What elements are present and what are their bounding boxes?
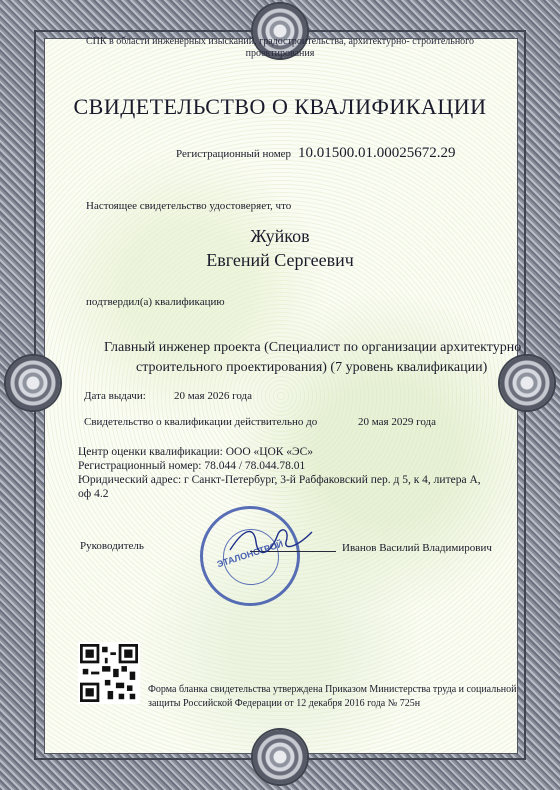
- rosette-bottom-ornament: [253, 730, 307, 784]
- rosette-left-ornament: [6, 356, 60, 410]
- certificate-title: СВИДЕТЕЛЬСТВО О КВАЛИФИКАЦИИ: [73, 94, 487, 119]
- holder-given-names: Евгений Сергеевич: [206, 250, 354, 270]
- stamp-center-text: ЭТАЛОНСТРОЙ: [215, 538, 285, 570]
- signatory-label: Руководитель: [80, 540, 144, 552]
- assessment-center-name: Центр оценки квалификации: ООО «ЦОК «ЭС»: [78, 446, 314, 458]
- valid-until-label: Свидетельство о квалификации действительно до: [84, 416, 318, 428]
- assessment-center-reg: Регистрационный номер: 78.044 / 78.044.78.01: [78, 460, 306, 472]
- qualification-line-1: Главный инженер проекта (Специалист по организации архитектурно: [104, 340, 522, 355]
- issue-date: 20 мая 2026 года: [174, 390, 252, 402]
- registration-number: 10.01500.01.00025672.29: [298, 145, 456, 161]
- holder-surname: Жуйков: [250, 226, 310, 246]
- signatory-name: Иванов Василий Владимирович: [342, 542, 492, 554]
- issue-date-label: Дата выдачи:: [84, 390, 146, 402]
- assessment-center-address-1: Юридический адрес: г Санкт-Петербург, 3-й Рабфаковский пер. д 5, к 4, литера А,: [78, 474, 481, 486]
- confirmed-label: подтвердил(а) квалификацию: [86, 296, 225, 308]
- certifies-intro: Настоящее свидетельство удостоверяет, что: [86, 200, 292, 212]
- footer-line-1: Форма бланка свидетельства утверждена Приказом Министерства труда и социальной: [148, 684, 517, 695]
- rosette-right-ornament: [500, 356, 554, 410]
- registration-label: Регистрационный номер: [176, 148, 292, 160]
- footer-line-2: защиты Российской Федерации от 12 декабря 2016 года № 725н: [148, 698, 421, 709]
- handwritten-signature: [226, 520, 316, 560]
- qualification-line-2: строительного проектирования) (7 уровень квалификации): [136, 360, 488, 375]
- assessment-center-address-2: оф 4.2: [78, 488, 109, 500]
- qr-code-icon: [78, 642, 140, 704]
- sro-header: СПК в области инженерных изысканий, градостроительства, архитектурно- строительного проектирования: [85, 36, 475, 59]
- valid-until-date: 20 мая 2029 года: [358, 416, 436, 428]
